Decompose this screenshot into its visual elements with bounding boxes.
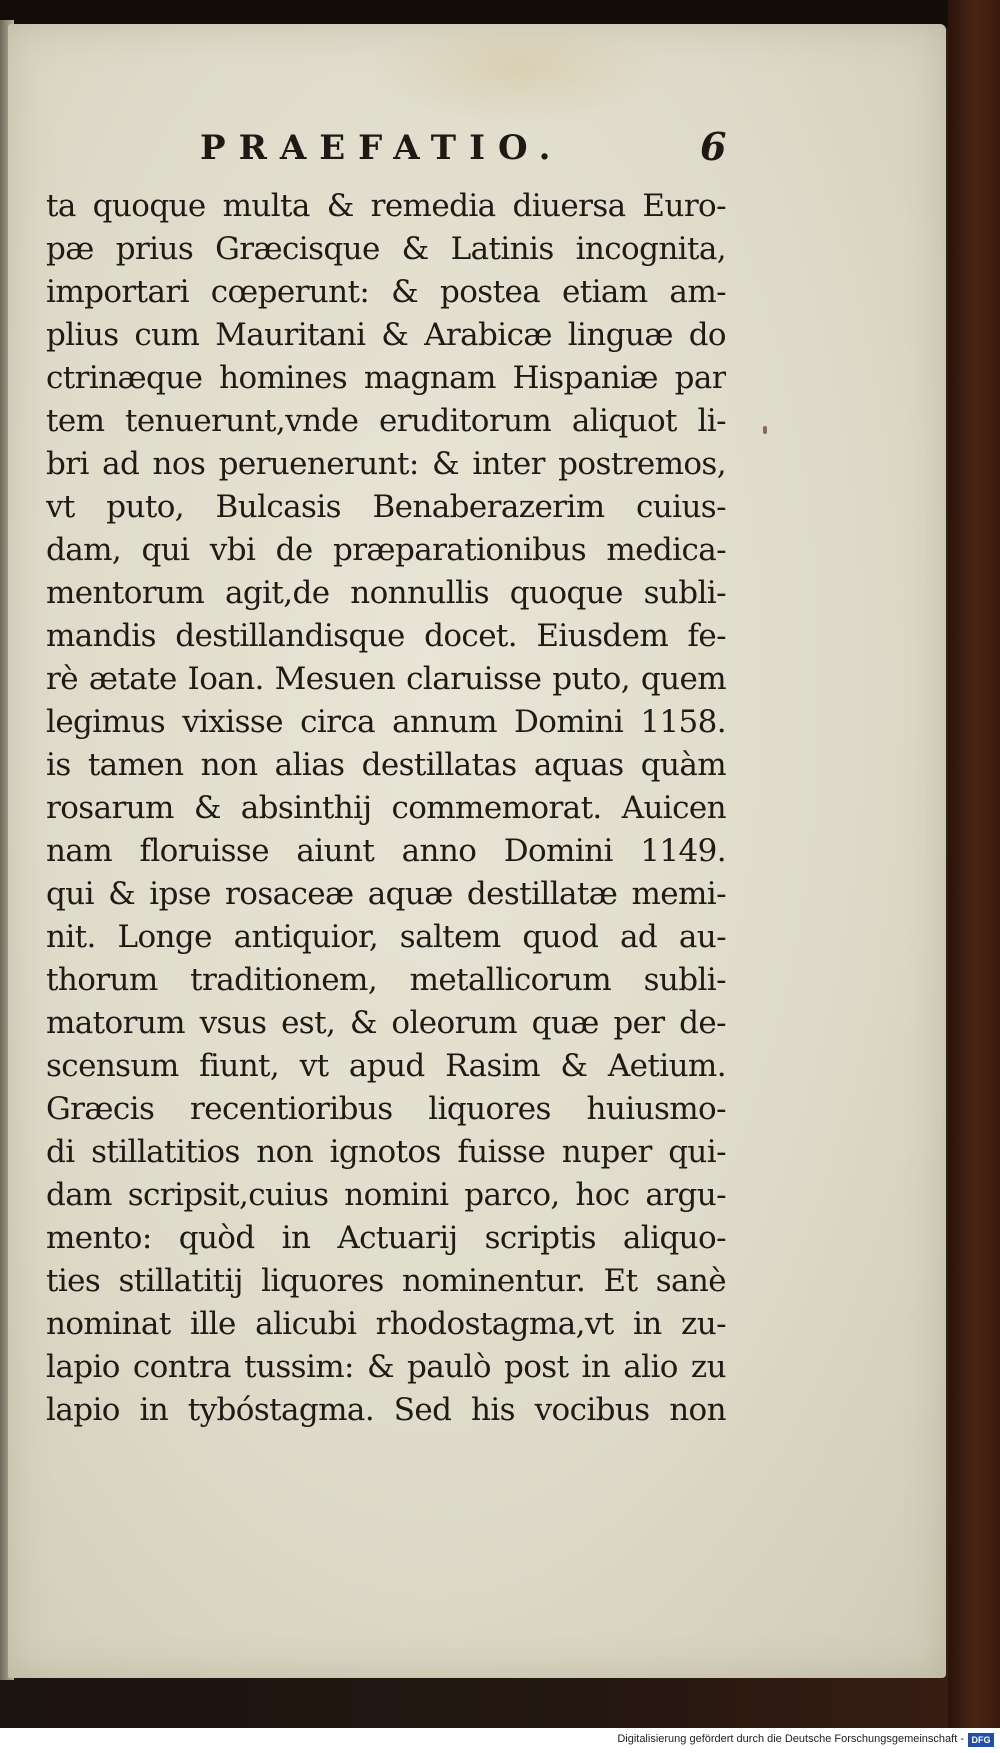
text-line: mento: quòd in Actuarij scriptis aliquo- — [46, 1220, 726, 1256]
text-line: mandis destillandisque docet. Eiusdem fe- — [46, 618, 726, 654]
text-line: vt puto, Bulcasis Benaberazerim cuius- — [46, 489, 726, 525]
text-line: nit. Longe antiquior, saltem quod ad au- — [46, 919, 726, 955]
text-line: ctrinæque homines magnam Hispaniæ par — [46, 360, 726, 396]
text-line: legimus vixisse circa annum Domini 1158. — [46, 704, 726, 740]
text-line: bri ad nos peruenerunt: & inter postremos, — [46, 446, 726, 482]
text-line: importari cœperunt: & postea etiam am- — [46, 274, 726, 310]
text-line: scensum fiunt, vt apud Rasim & Aetium. — [46, 1048, 726, 1084]
funding-credit: Digitalisierung gefördert durch die Deutsche Forschungsgemeinschaft - — [617, 1733, 964, 1745]
text-line: is tamen non alias destillatas aquas quàm — [46, 747, 726, 783]
text-line: nominat ille alicubi rhodostagma,vt in zu- — [46, 1306, 726, 1342]
text-line: ta quoque multa & remedia diuersa Euro- — [46, 188, 726, 224]
text-line: dam scripsit,cuius nomini parco, hoc argu- — [46, 1177, 726, 1213]
text-line: lapio contra tussim: & paulò post in alio zu — [46, 1349, 726, 1385]
digitization-footer — [0, 1728, 1000, 1753]
text-line: lapio in tybóstagma. Sed his vocibus non — [46, 1392, 726, 1428]
text-line: di stillatitios non ignotos fuisse nuper qui- — [46, 1134, 726, 1170]
text-line: Græcis recentioribus liquores huiusmo- — [46, 1091, 726, 1127]
text-line: ties stillatitij liquores nominentur. Et sanè — [46, 1263, 726, 1299]
page-number: 6 — [700, 124, 727, 169]
text-line: tem tenuerunt,vnde eruditorum aliquot li- — [46, 403, 726, 439]
text-line: qui & ipse rosaceæ aquæ destillatæ memi- — [46, 876, 726, 912]
running-head: PRAEFATIO. — [200, 128, 564, 168]
paper-speck — [763, 426, 767, 434]
text-line: matorum vsus est, & oleorum quæ per de- — [46, 1005, 726, 1041]
body-text — [46, 185, 726, 1432]
text-line: rosarum & absinthij commemorat. Auicen — [46, 790, 726, 826]
paper-stain — [368, 32, 668, 122]
text-line: mentorum agit,de nonnullis quoque subli- — [46, 575, 726, 611]
text-line: dam, qui vbi de præparationibus medica- — [46, 532, 726, 568]
text-line: thorum traditionem, metallicorum subli- — [46, 962, 726, 998]
text-line: nam floruisse aiunt anno Domini 1149. — [46, 833, 726, 869]
book-binding-edge — [948, 0, 1000, 1753]
text-line: pæ prius Græcisque & Latinis incognita, — [46, 231, 726, 267]
text-line: rè ætate Ioan. Mesuen claruisse puto, quem — [46, 661, 726, 697]
text-line: plius cum Mauritani & Arabicæ linguæ do — [46, 317, 726, 353]
dfg-logo: DFG — [968, 1733, 994, 1747]
